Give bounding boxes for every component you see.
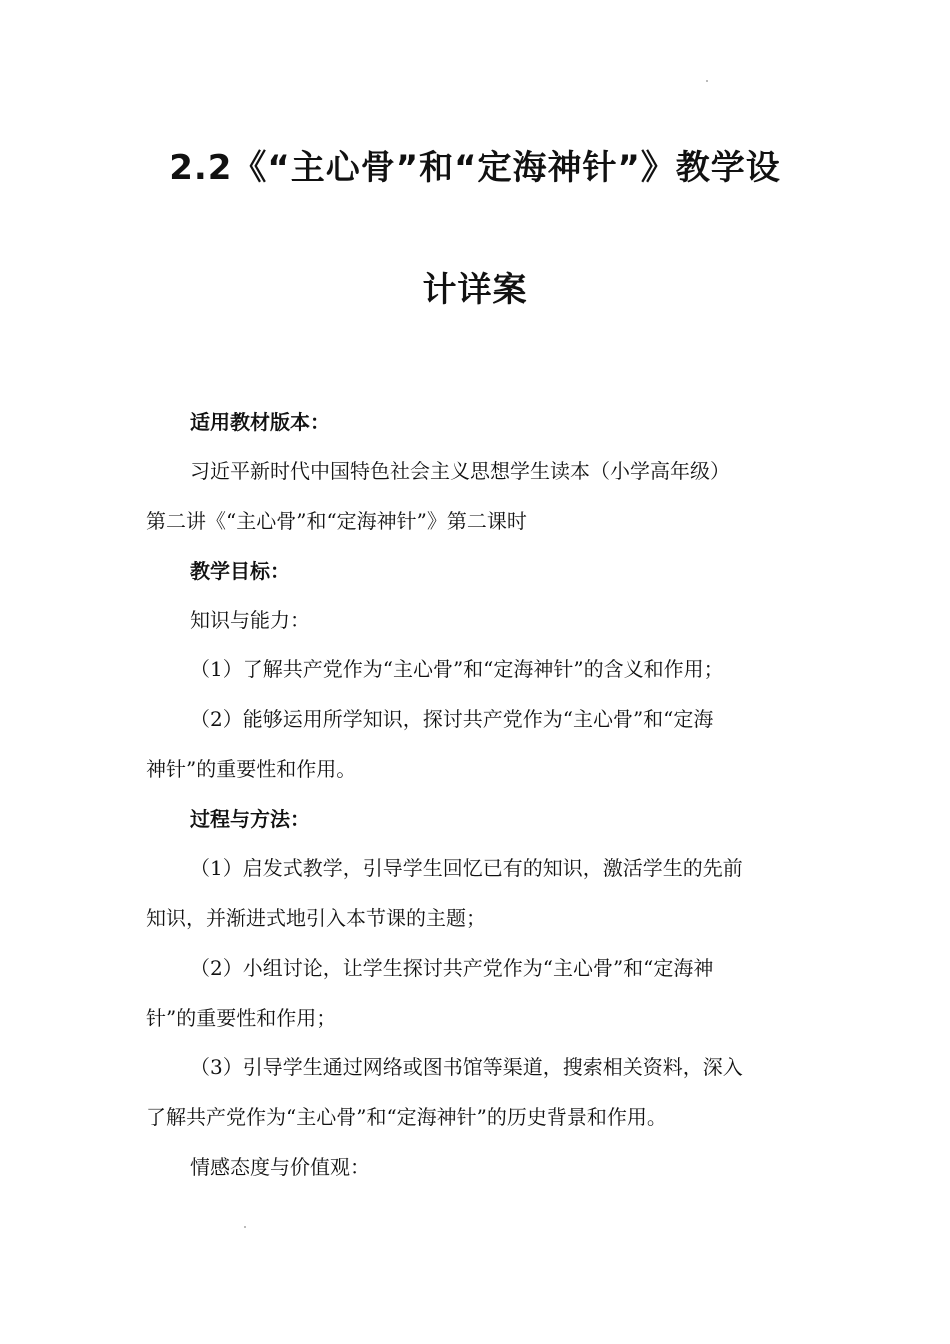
knowledge-heading: 知识与能力：	[190, 608, 310, 632]
textbook-line-2: 第二讲《“主心骨”和“定海神针”》第二课时	[146, 509, 527, 533]
process-item-1-line-1: （1）启发式教学，引导学生回忆已有的知识，激活学生的先前	[190, 856, 743, 880]
textbook-line-1: 习近平新时代中国特色社会主义思想学生读本（小学高年级）	[190, 459, 730, 483]
process-item-3-line-2: 了解共产党作为“主心骨”和“定海神针”的历史背景和作用。	[146, 1105, 667, 1129]
knowledge-item-2-line-2: 神针”的重要性和作用。	[146, 757, 357, 781]
document-title-line-1: 2.2《“主心骨”和“定海神针”》教学设	[169, 148, 781, 188]
scan-speck	[706, 80, 708, 82]
process-item-2-line-2: 针”的重要性和作用；	[146, 1006, 337, 1030]
scan-speck	[244, 1226, 246, 1228]
process-item-3-line-1: （3）引导学生通过网络或图书馆等渠道，搜索相关资料，深入	[190, 1055, 743, 1079]
emotion-heading: 情感态度与价值观：	[190, 1155, 370, 1179]
process-item-1-line-2: 知识，并渐进式地引入本节课的主题；	[146, 906, 486, 930]
process-heading: 过程与方法：	[190, 807, 310, 831]
knowledge-item-1: （1）了解共产党作为“主心骨”和“定海神针”的含义和作用；	[190, 657, 724, 681]
goals-heading: 教学目标：	[190, 559, 290, 583]
process-item-2-line-1: （2）小组讨论，让学生探讨共产党作为“主心骨”和“定海神	[190, 956, 714, 980]
document-title-line-2: 计详案	[422, 270, 528, 310]
textbook-heading: 适用教材版本：	[190, 410, 330, 434]
knowledge-item-2-line-1: （2）能够运用所学知识，探讨共产党作为“主心骨”和“定海	[190, 707, 714, 731]
